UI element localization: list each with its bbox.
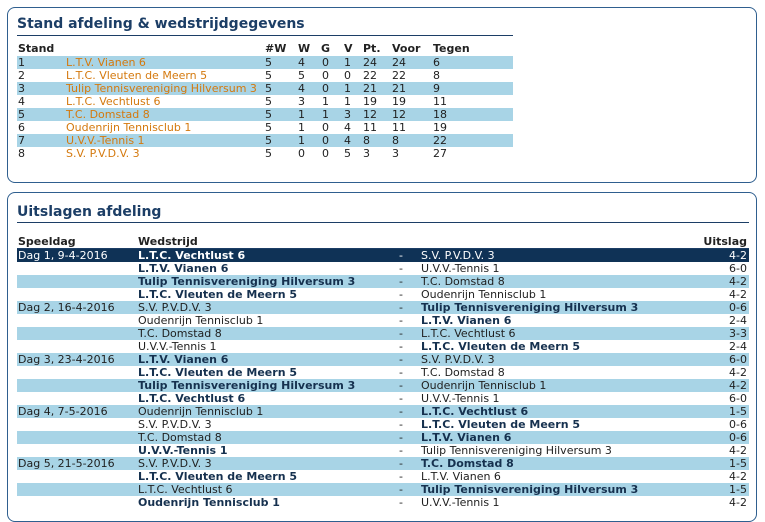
standing-points: 3 (363, 147, 370, 160)
standing-won: 4 (298, 82, 305, 95)
result-away-team: S.V. P.V.D.V. 3 (421, 249, 495, 262)
result-home-team: L.T.C. Vechtlust 6 (138, 249, 246, 262)
standing-draw: 0 (322, 147, 329, 160)
standing-team-link[interactable]: U.V.V.-Tennis 1 (66, 134, 145, 147)
result-separator: - (399, 392, 403, 405)
result-home-team: L.T.V. Vianen 6 (138, 262, 229, 275)
col-wedstrijd: Wedstrijd (138, 235, 198, 248)
result-home-team: S.V. P.V.D.V. 3 (138, 301, 212, 314)
result-row[interactable] (17, 405, 749, 418)
result-speeldag: Dag 1, 9-4-2016 (18, 249, 108, 262)
result-score: 6-0 (729, 353, 747, 366)
result-home-team: L.T.C. Vleuten de Meern 5 (138, 366, 298, 379)
standing-team-link[interactable]: Tulip Tennisvereniging Hilversum 3 (66, 82, 257, 95)
standing-draw: 0 (322, 121, 329, 134)
result-away-team: U.V.V.-Tennis 1 (421, 262, 500, 275)
standing-position: 2 (18, 69, 25, 82)
standing-against: 11 (433, 95, 447, 108)
standing-position: 7 (18, 134, 25, 147)
result-away-team: L.T.C. Vleuten de Meern 5 (421, 340, 581, 353)
standing-for: 11 (392, 121, 406, 134)
standing-matches: 5 (265, 56, 272, 69)
standing-against: 19 (433, 121, 447, 134)
result-row[interactable] (17, 470, 749, 483)
result-separator: - (399, 418, 403, 431)
standing-for: 12 (392, 108, 406, 121)
standing-team-link[interactable]: S.V. P.V.D.V. 3 (66, 147, 140, 160)
result-home-team: L.T.C. Vleuten de Meern 5 (138, 288, 298, 301)
result-away-team: L.T.V. Vianen 6 (421, 314, 512, 327)
result-speeldag: Dag 4, 7-5-2016 (18, 405, 108, 418)
standing-for: 3 (392, 147, 399, 160)
standing-won: 0 (298, 147, 305, 160)
result-row[interactable] (17, 366, 749, 379)
standing-lost: 5 (344, 147, 351, 160)
standing-points: 21 (363, 82, 377, 95)
standing-against: 22 (433, 134, 447, 147)
standing-lost: 1 (344, 82, 351, 95)
result-row[interactable] (17, 379, 749, 392)
result-away-team: L.T.V. Vianen 6 (421, 470, 501, 483)
results-panel (7, 192, 757, 522)
result-score: 3-3 (729, 327, 747, 340)
result-separator: - (399, 353, 403, 366)
result-score: 1-5 (729, 405, 747, 418)
standings-row (17, 56, 513, 69)
result-separator: - (399, 470, 403, 483)
standings-table (17, 40, 513, 160)
standing-team-link[interactable]: L.T.C. Vleuten de Meern 5 (66, 69, 208, 82)
result-score: 0-6 (729, 418, 747, 431)
standing-position: 4 (18, 95, 25, 108)
standing-for: 19 (392, 95, 406, 108)
result-separator: - (399, 249, 403, 262)
standing-won: 4 (298, 56, 305, 69)
result-home-team: Oudenrijn Tennisclub 1 (138, 496, 280, 509)
standing-position: 3 (18, 82, 25, 95)
standing-for: 22 (392, 69, 406, 82)
result-score: 4-2 (729, 288, 747, 301)
standing-matches: 5 (265, 147, 272, 160)
result-home-team: Tulip Tennisvereniging Hilversum 3 (138, 379, 356, 392)
standing-matches: 5 (265, 95, 272, 108)
standing-against: 18 (433, 108, 447, 121)
standing-lost: 4 (344, 134, 351, 147)
standing-won: 5 (298, 69, 305, 82)
standings-rows (17, 56, 513, 160)
result-row[interactable] (17, 288, 749, 301)
result-separator: - (399, 301, 403, 314)
col-matches: #W (265, 42, 287, 55)
standing-points: 8 (363, 134, 370, 147)
standing-lost: 1 (344, 95, 351, 108)
result-separator: - (399, 327, 403, 340)
result-separator: - (399, 288, 403, 301)
results-title: Uitslagen afdeling (17, 204, 162, 220)
result-row[interactable] (17, 483, 749, 496)
standings-title-rule (17, 35, 513, 36)
standing-against: 6 (433, 56, 440, 69)
result-score: 4-2 (729, 444, 747, 457)
result-home-team: L.T.C. Vechtlust 6 (138, 392, 246, 405)
result-score: 4-2 (729, 496, 747, 509)
result-score: 4-2 (729, 249, 747, 262)
result-away-team: L.T.V. Vianen 6 (421, 431, 512, 444)
result-away-team: Tulip Tennisvereniging Hilversum 3 (421, 444, 612, 457)
result-separator: - (399, 457, 403, 470)
result-home-team: S.V. P.V.D.V. 3 (138, 457, 212, 470)
result-row[interactable] (17, 314, 749, 327)
standings-row (17, 121, 513, 134)
result-speeldag: Dag 5, 21-5-2016 (18, 457, 115, 470)
standings-title: Stand afdeling & wedstrijdgegevens (17, 16, 305, 32)
col-for: Voor (392, 42, 421, 55)
result-score: 2-4 (729, 340, 747, 353)
result-score: 0-6 (729, 301, 747, 314)
standing-against: 8 (433, 69, 440, 82)
standings-row (17, 147, 513, 160)
standing-matches: 5 (265, 121, 272, 134)
result-score: 6-0 (729, 392, 747, 405)
result-away-team: T.C. Domstad 8 (421, 457, 514, 470)
standing-against: 27 (433, 147, 447, 160)
col-against: Tegen (433, 42, 470, 55)
standing-won: 1 (298, 121, 305, 134)
result-home-team: Oudenrijn Tennisclub 1 (138, 405, 264, 418)
result-row[interactable] (17, 327, 749, 340)
results-table (17, 234, 749, 509)
standing-draw: 0 (322, 82, 329, 95)
result-row[interactable] (17, 301, 749, 314)
result-home-team: Tulip Tennisvereniging Hilversum 3 (138, 275, 356, 288)
standing-for: 21 (392, 82, 406, 95)
standing-matches: 5 (265, 82, 272, 95)
result-separator: - (399, 340, 403, 353)
result-row[interactable] (17, 353, 749, 366)
standings-row (17, 134, 513, 147)
result-separator: - (399, 275, 403, 288)
result-score: 4-2 (729, 470, 747, 483)
result-away-team: L.T.C. Vleuten de Meern 5 (421, 418, 581, 431)
result-row[interactable] (17, 275, 749, 288)
standing-points: 12 (363, 108, 377, 121)
result-separator: - (399, 444, 403, 457)
result-score: 4-2 (729, 275, 747, 288)
result-score: 4-2 (729, 379, 747, 392)
result-speeldag: Dag 2, 16-4-2016 (18, 301, 115, 314)
result-away-team: Oudenrijn Tennisclub 1 (421, 379, 547, 392)
result-home-team: T.C. Domstad 8 (138, 431, 222, 444)
standing-matches: 5 (265, 134, 272, 147)
standing-position: 1 (18, 56, 25, 69)
col-points: Pt. (363, 42, 381, 55)
result-away-team: Oudenrijn Tennisclub 1 (421, 288, 547, 301)
result-home-team: Oudenrijn Tennisclub 1 (138, 314, 264, 327)
result-row[interactable] (17, 431, 749, 444)
results-title-rule (17, 222, 749, 223)
results-rows (17, 249, 749, 509)
result-home-team: S.V. P.V.D.V. 3 (138, 418, 212, 431)
result-separator: - (399, 379, 403, 392)
standing-lost: 4 (344, 121, 351, 134)
standing-draw: 0 (322, 134, 329, 147)
standing-team-link[interactable]: Oudenrijn Tennisclub 1 (66, 121, 192, 134)
result-row[interactable] (17, 457, 749, 470)
result-separator: - (399, 496, 403, 509)
standing-against: 9 (433, 82, 440, 95)
result-away-team: T.C. Domstad 8 (421, 275, 505, 288)
standings-row (17, 95, 513, 108)
result-home-team: U.V.V.-Tennis 1 (138, 444, 228, 457)
standing-position: 6 (18, 121, 25, 134)
standing-for: 8 (392, 134, 399, 147)
result-row[interactable] (17, 249, 749, 262)
standing-won: 1 (298, 134, 305, 147)
standing-team-link[interactable]: L.T.V. Vianen 6 (66, 56, 146, 69)
result-away-team: Tulip Tennisvereniging Hilversum 3 (421, 483, 639, 496)
result-home-team: L.T.V. Vianen 6 (138, 353, 229, 366)
standings-row (17, 69, 513, 82)
col-lost: V (344, 42, 353, 55)
result-away-team: L.T.C. Vechtlust 6 (421, 405, 529, 418)
standing-lost: 1 (344, 56, 351, 69)
result-separator: - (399, 262, 403, 275)
result-score: 1-5 (729, 483, 747, 496)
result-separator: - (399, 483, 403, 496)
standing-points: 24 (363, 56, 377, 69)
standing-team-link[interactable]: T.C. Domstad 8 (66, 108, 150, 121)
result-row[interactable] (17, 444, 749, 457)
standings-panel (7, 7, 757, 183)
standing-position: 8 (18, 147, 25, 160)
standing-team-link[interactable]: L.T.C. Vechtlust 6 (66, 95, 161, 108)
col-draw: G (321, 42, 331, 55)
result-home-team: L.T.C. Vleuten de Meern 5 (138, 470, 298, 483)
col-won: W (298, 42, 311, 55)
result-row[interactable] (17, 418, 749, 431)
result-row[interactable] (17, 340, 749, 353)
standing-points: 19 (363, 95, 377, 108)
standing-draw: 0 (322, 56, 329, 69)
result-separator: - (399, 405, 403, 418)
standing-draw: 0 (322, 69, 329, 82)
result-away-team: S.V. P.V.D.V. 3 (421, 353, 495, 366)
result-separator: - (399, 366, 403, 379)
result-score: 2-4 (729, 314, 747, 327)
standing-points: 11 (363, 121, 377, 134)
standings-row (17, 82, 513, 95)
result-away-team: Tulip Tennisvereniging Hilversum 3 (421, 301, 639, 314)
result-away-team: T.C. Domstad 8 (421, 366, 505, 379)
standing-position: 5 (18, 108, 25, 121)
result-score: 4-2 (729, 366, 747, 379)
result-row[interactable] (17, 392, 749, 405)
standing-matches: 5 (265, 108, 272, 121)
standing-draw: 1 (322, 108, 329, 121)
result-home-team: L.T.C. Vechtlust 6 (138, 483, 233, 496)
col-stand: Stand (18, 42, 55, 55)
result-separator: - (399, 431, 403, 444)
result-row[interactable] (17, 496, 749, 509)
standing-lost: 0 (344, 69, 351, 82)
standing-for: 24 (392, 56, 406, 69)
result-away-team: U.V.V.-Tennis 1 (421, 496, 500, 509)
result-home-team: U.V.V.-Tennis 1 (138, 340, 217, 353)
result-score: 6-0 (729, 262, 747, 275)
standing-matches: 5 (265, 69, 272, 82)
standings-row (17, 108, 513, 121)
col-uitslag: Uitslag (703, 235, 747, 248)
result-speeldag: Dag 3, 23-4-2016 (18, 353, 115, 366)
result-row[interactable] (17, 262, 749, 275)
result-away-team: L.T.C. Vechtlust 6 (421, 327, 516, 340)
col-speeldag: Speeldag (18, 235, 76, 248)
standing-won: 1 (298, 108, 305, 121)
results-header (17, 234, 749, 249)
result-separator: - (399, 314, 403, 327)
standings-header (17, 40, 513, 56)
standing-draw: 1 (322, 95, 329, 108)
standing-lost: 3 (344, 108, 351, 121)
standing-points: 22 (363, 69, 377, 82)
result-score: 1-5 (729, 457, 747, 470)
result-score: 0-6 (729, 431, 747, 444)
result-home-team: T.C. Domstad 8 (138, 327, 222, 340)
result-away-team: U.V.V.-Tennis 1 (421, 392, 500, 405)
standing-won: 3 (298, 95, 305, 108)
